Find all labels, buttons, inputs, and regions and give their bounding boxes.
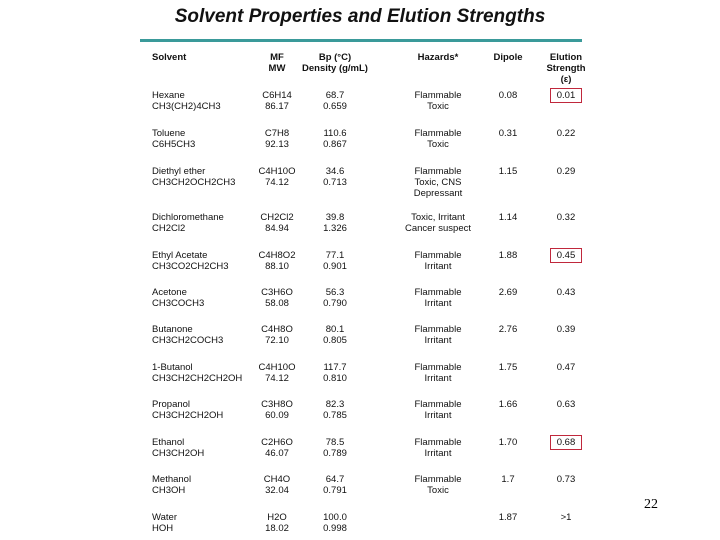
cell-dipole [488, 437, 528, 448]
cell-solvent-line: CH3CH2OH [152, 448, 205, 459]
cell-elution-value: 0.29 [556, 166, 576, 177]
cell-dipole [488, 212, 528, 223]
cell-mf-mw [254, 512, 300, 534]
cell-mf-mw-line: 92.13 [265, 139, 289, 150]
cell-mf-mw-line: CH4O [263, 474, 291, 485]
cell-bp-density [301, 212, 369, 234]
cell-bp-density-line: 34.6 [325, 166, 345, 177]
cell-solvent [152, 437, 257, 459]
cell-hazards-line: Flammable [414, 399, 462, 410]
cell-mf-mw-line: C4H10O [258, 362, 296, 373]
cell-solvent [152, 250, 257, 272]
cell-elution [540, 90, 592, 103]
cell-elution [540, 212, 592, 223]
cell-solvent-line: Acetone [152, 287, 187, 298]
cell-solvent [152, 324, 257, 346]
cell-solvent-line: CH3CH2OCH2CH3 [152, 177, 236, 188]
cell-elution-value: 0.22 [556, 128, 576, 139]
cell-bp-density [301, 399, 369, 421]
cell-dipole-value: 1.66 [498, 399, 518, 410]
cell-bp-density [301, 287, 369, 309]
cell-bp-density [301, 437, 369, 459]
header-hazards [402, 52, 474, 63]
header-strength-label: Strength [546, 63, 586, 74]
header-elution-label: Elution [549, 52, 583, 63]
cell-dipole [488, 128, 528, 139]
cell-solvent-line: CH3CH2COCH3 [152, 335, 224, 346]
cell-elution-value: 0.73 [556, 474, 576, 485]
cell-solvent-line: CH3CO2CH2CH3 [152, 261, 229, 272]
cell-mf-mw-line: 74.12 [265, 373, 289, 384]
cell-hazards [402, 166, 474, 199]
cell-hazards-line: Irritant [424, 298, 452, 309]
header-dipole [488, 52, 528, 63]
cell-mf-mw [254, 90, 300, 112]
cell-solvent [152, 212, 257, 234]
cell-solvent-line: 1-Butanol [152, 362, 193, 373]
cell-hazards-line: Cancer suspect [404, 223, 471, 234]
cell-bp-density-line: 64.7 [325, 474, 345, 485]
highlighted-elution-value: 0.68 [550, 435, 583, 450]
cell-dipole-value: 1.75 [498, 362, 518, 373]
cell-bp-density-line: 77.1 [325, 250, 345, 261]
cell-solvent [152, 399, 257, 421]
cell-hazards-line: Flammable [414, 437, 462, 448]
cell-solvent-line: CH2Cl2 [152, 223, 186, 234]
cell-elution-value: 0.39 [556, 324, 576, 335]
cell-bp-density-line: 0.791 [323, 485, 347, 496]
cell-bp-density-line: 0.805 [323, 335, 347, 346]
cell-bp-density-line: 56.3 [325, 287, 345, 298]
cell-bp-density [301, 474, 369, 496]
cell-hazards-line: Toxic, Irritant [411, 212, 465, 223]
cell-solvent-line: CH3CH2CH2OH [152, 410, 224, 421]
cell-solvent [152, 362, 257, 384]
cell-solvent [152, 128, 257, 150]
cell-hazards-line: Irritant [424, 448, 452, 459]
cell-mf-mw-line: C4H8O2 [258, 250, 296, 261]
cell-elution [540, 250, 592, 263]
cell-mf-mw-line: 88.10 [265, 261, 289, 272]
cell-mf-mw [254, 399, 300, 421]
cell-hazards-line: Irritant [424, 373, 452, 384]
cell-bp-density [301, 90, 369, 112]
cell-mf-mw [254, 250, 300, 272]
header-mw-label: MW [268, 63, 286, 74]
cell-solvent-line: CH3CH2CH2CH2OH [152, 373, 243, 384]
cell-mf-mw-line: 74.12 [265, 177, 289, 188]
cell-dipole-value: 0.31 [498, 128, 518, 139]
cell-hazards [402, 212, 474, 234]
cell-mf-mw-line: C2H6O [261, 437, 293, 448]
header-mf-label: MF [270, 52, 284, 63]
cell-mf-mw-line: 18.02 [265, 523, 289, 534]
header-mf-mw [254, 52, 300, 74]
cell-hazards-line: Flammable [414, 128, 462, 139]
header-solvent [152, 52, 257, 63]
cell-solvent-line: HOH [152, 523, 174, 534]
cell-bp-density [301, 128, 369, 150]
header-bp-density [301, 52, 369, 74]
header-elution [540, 52, 592, 85]
cell-mf-mw-line: C4H10O [258, 166, 296, 177]
cell-elution [540, 324, 592, 335]
cell-dipole [488, 474, 528, 485]
highlighted-elution-value: 0.45 [550, 248, 583, 263]
cell-solvent-line: Toluene [152, 128, 186, 139]
cell-elution [540, 166, 592, 177]
cell-dipole-value: 1.14 [498, 212, 518, 223]
cell-hazards-line: Toxic, CNS [414, 177, 462, 188]
cell-mf-mw [254, 437, 300, 459]
cell-bp-density [301, 166, 369, 188]
cell-mf-mw-line: CH2Cl2 [260, 212, 294, 223]
cell-mf-mw-line: C3H6O [261, 287, 293, 298]
cell-hazards-line: Depressant [413, 188, 463, 199]
cell-elution [540, 474, 592, 485]
cell-solvent-line: CH3COCH3 [152, 298, 205, 309]
cell-mf-mw [254, 212, 300, 234]
page-number: 22 [644, 497, 658, 512]
cell-bp-density-line: 117.7 [323, 362, 347, 373]
cell-mf-mw [254, 166, 300, 188]
cell-dipole-value: 2.76 [498, 324, 518, 335]
cell-elution [540, 287, 592, 298]
cell-dipole-value: 1.88 [498, 250, 518, 261]
cell-mf-mw-line: 84.94 [265, 223, 289, 234]
header-solvent-label: Solvent [152, 52, 187, 63]
cell-dipole-value: 0.08 [498, 90, 518, 101]
cell-dipole [488, 250, 528, 261]
cell-dipole-value: 2.69 [498, 287, 518, 298]
header-dipole-label: Dipole [493, 52, 523, 63]
cell-bp-density-line: 0.659 [323, 101, 347, 112]
cell-elution [540, 399, 592, 410]
cell-dipole-value: 1.87 [498, 512, 518, 523]
cell-solvent-line: Butanone [152, 324, 193, 335]
header-epsilon-label: (ε) [560, 74, 572, 85]
cell-bp-density [301, 512, 369, 534]
cell-mf-mw-line: C4H8O [261, 324, 293, 335]
cell-bp-density-line: 110.6 [323, 128, 347, 139]
cell-dipole-value: 1.70 [498, 437, 518, 448]
cell-mf-mw [254, 128, 300, 150]
cell-hazards-line: Flammable [414, 250, 462, 261]
cell-bp-density-line: 0.810 [323, 373, 347, 384]
cell-mf-mw-line: 72.10 [265, 335, 289, 346]
cell-hazards [402, 324, 474, 346]
title-underline [140, 39, 582, 42]
cell-dipole [488, 512, 528, 523]
cell-hazards [402, 90, 474, 112]
cell-bp-density-line: 0.785 [323, 410, 347, 421]
cell-bp-density-line: 0.867 [323, 139, 347, 150]
cell-hazards-line: Irritant [424, 410, 452, 421]
cell-solvent [152, 512, 257, 534]
cell-mf-mw [254, 324, 300, 346]
cell-hazards-line: Irritant [424, 261, 452, 272]
cell-mf-mw-line: C6H14 [262, 90, 292, 101]
cell-mf-mw-line: C3H8O [261, 399, 293, 410]
solvent-table [152, 52, 592, 534]
table-header [152, 52, 592, 90]
cell-bp-density-line: 0.998 [323, 523, 347, 534]
cell-mf-mw [254, 474, 300, 496]
cell-hazards [402, 474, 474, 496]
cell-bp-density-line: 82.3 [325, 399, 345, 410]
cell-dipole [488, 287, 528, 298]
highlighted-elution-value: 0.01 [550, 88, 583, 103]
cell-hazards-line: Flammable [414, 287, 462, 298]
cell-elution [540, 362, 592, 373]
cell-bp-density-line: 0.901 [323, 261, 347, 272]
cell-mf-mw-line: 46.07 [265, 448, 289, 459]
cell-elution [540, 128, 592, 139]
cell-bp-density-line: 68.7 [325, 90, 345, 101]
cell-elution-value: >1 [560, 512, 572, 523]
cell-mf-mw-line: 86.17 [265, 101, 289, 112]
cell-solvent-line: Diethyl ether [152, 166, 206, 177]
cell-hazards [402, 128, 474, 150]
cell-dipole-value: 1.7 [501, 474, 515, 485]
cell-hazards-line: Flammable [414, 362, 462, 373]
cell-hazards-line: Flammable [414, 166, 462, 177]
cell-mf-mw-line: 58.08 [265, 298, 289, 309]
cell-hazards [402, 437, 474, 459]
cell-bp-density-line: 39.8 [325, 212, 345, 223]
cell-elution-value: 0.43 [556, 287, 576, 298]
cell-mf-mw-line: 60.09 [265, 410, 289, 421]
cell-solvent-line: Dichloromethane [152, 212, 224, 223]
cell-dipole [488, 324, 528, 335]
cell-solvent [152, 166, 257, 188]
cell-mf-mw-line: 32.04 [265, 485, 289, 496]
cell-solvent-line: Methanol [152, 474, 192, 485]
cell-solvent-line: Ethyl Acetate [152, 250, 208, 261]
cell-solvent-line: Propanol [152, 399, 191, 410]
cell-dipole [488, 399, 528, 410]
cell-hazards-line: Toxic [427, 101, 449, 112]
cell-bp-density [301, 362, 369, 384]
cell-solvent-line: Water [152, 512, 177, 523]
cell-mf-mw-line: H2O [267, 512, 287, 523]
cell-elution [540, 512, 592, 523]
cell-bp-density-line: 100.0 [323, 512, 347, 523]
cell-dipole [488, 362, 528, 373]
slide-title: Solvent Properties and Elution Strengths [174, 6, 546, 27]
cell-bp-density [301, 324, 369, 346]
cell-solvent-line: Hexane [152, 90, 185, 101]
cell-hazards-line: Flammable [414, 474, 462, 485]
header-hazards-label: Hazards* [417, 52, 459, 63]
cell-solvent [152, 474, 257, 496]
cell-bp-density-line: 78.5 [325, 437, 345, 448]
cell-hazards-line: Irritant [424, 335, 452, 346]
cell-solvent-line: CH3(CH2)4CH3 [152, 101, 221, 112]
header-density-label: Density (g/mL) [302, 63, 368, 74]
cell-bp-density [301, 250, 369, 272]
cell-hazards [402, 399, 474, 421]
cell-mf-mw-line: C7H8 [264, 128, 290, 139]
cell-dipole-value: 1.15 [498, 166, 518, 177]
cell-hazards-line: Toxic [427, 485, 449, 496]
cell-hazards [402, 287, 474, 309]
cell-bp-density-line: 1.326 [323, 223, 347, 234]
cell-mf-mw [254, 362, 300, 384]
cell-solvent [152, 90, 257, 112]
cell-solvent-line: Ethanol [152, 437, 185, 448]
cell-solvent [152, 287, 257, 309]
cell-mf-mw [254, 287, 300, 309]
cell-bp-density-line: 80.1 [325, 324, 345, 335]
cell-solvent-line: C6H5CH3 [152, 139, 196, 150]
cell-bp-density-line: 0.713 [323, 177, 347, 188]
cell-bp-density-line: 0.789 [323, 448, 347, 459]
cell-hazards [402, 362, 474, 384]
cell-hazards-line: Flammable [414, 90, 462, 101]
cell-hazards-line: Flammable [414, 324, 462, 335]
cell-bp-density-line: 0.790 [323, 298, 347, 309]
cell-hazards-line: Toxic [427, 139, 449, 150]
cell-solvent-line: CH3OH [152, 485, 186, 496]
cell-elution-value: 0.47 [556, 362, 576, 373]
cell-elution [540, 437, 592, 450]
cell-elution-value: 0.63 [556, 399, 576, 410]
cell-elution-value: 0.32 [556, 212, 576, 223]
cell-dipole [488, 166, 528, 177]
cell-hazards [402, 250, 474, 272]
header-bp-label: Bp (°C) [318, 52, 352, 63]
cell-dipole [488, 90, 528, 101]
